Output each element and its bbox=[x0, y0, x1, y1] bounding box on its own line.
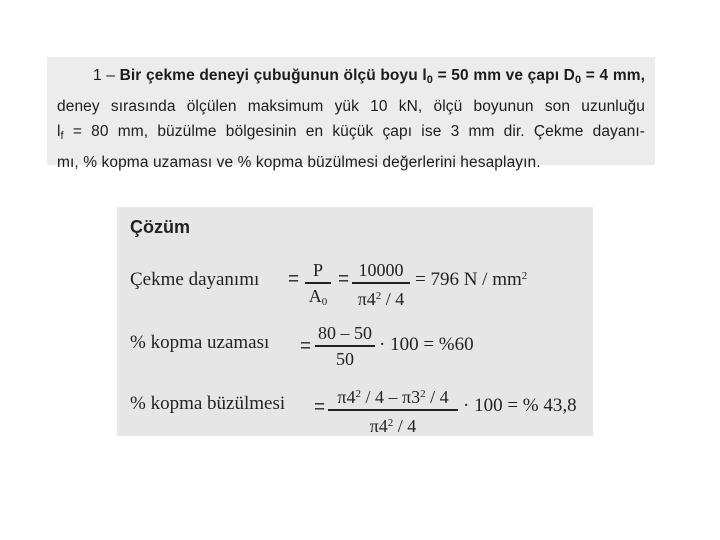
fraction-10000-over-area bbox=[352, 259, 410, 310]
problem-statement bbox=[47, 57, 655, 171]
tensile-strength-result: = 796 N / $mm^2$ bbox=[415, 269, 528, 290]
fraction-bar bbox=[328, 409, 458, 411]
equals-sign: = bbox=[338, 269, 350, 290]
denominator: $A_0$ bbox=[308, 286, 328, 308]
problem-line-2: deney sırasında ölçülen maksimum yük 10 kN, ölçü boyunun son uzunluğu bbox=[57, 97, 645, 115]
problem-number: 1 – bbox=[93, 67, 120, 84]
equals-sign: = bbox=[300, 336, 312, 357]
reduction-result: · 100 = % 43,8 bbox=[463, 395, 577, 416]
problem-text: l bbox=[57, 123, 61, 140]
solution-panel bbox=[117, 207, 593, 436]
denominator: $\pi 4^2 / 4$ bbox=[357, 289, 405, 309]
elongation-label: % kopma uzaması bbox=[130, 332, 270, 353]
numerator: $\pi 4^2 / 4 - \pi 3^2 / 4$ bbox=[337, 387, 449, 407]
reduction-row bbox=[130, 383, 590, 436]
elongation-result: · 100 = %60 bbox=[379, 334, 474, 355]
fraction-p-over-a0 bbox=[305, 259, 331, 313]
elongation-row bbox=[130, 322, 590, 369]
tensile-strength-label: Çekme dayanımı bbox=[130, 269, 260, 290]
fraction-elongation bbox=[315, 322, 375, 370]
reduction-label: % kopma büzülmesi bbox=[130, 393, 286, 414]
problem-line-1 bbox=[57, 63, 645, 94]
subscript: f bbox=[60, 130, 64, 142]
fraction-bar bbox=[352, 282, 410, 284]
problem-line-4: mı, % kopma uzaması ve % kopma büzülmesi değerlerini hesaplayın. bbox=[57, 153, 541, 171]
fraction-reduction bbox=[328, 383, 458, 437]
fraction-bar bbox=[305, 282, 331, 284]
fraction-bar bbox=[315, 345, 375, 347]
problem-text: = 4 mm, bbox=[581, 67, 645, 84]
problem-text: Bir çekme deneyi çubuğunun ölçü boyu l bbox=[119, 67, 427, 84]
problem-text: = 50 mm ve çapı D bbox=[432, 67, 575, 84]
tensile-strength-row bbox=[130, 259, 590, 309]
problem-line-3 bbox=[57, 119, 645, 150]
problem-text: = 80 mm, büzülme bölgesinin en küçük çapı ise 3 mm dir. Çekme dayanı- bbox=[63, 123, 645, 140]
solution-title: Çözüm bbox=[130, 217, 190, 237]
numerator: 10000 bbox=[358, 260, 404, 280]
subscript: 0 bbox=[574, 74, 582, 86]
numerator: P bbox=[312, 260, 323, 280]
denominator: 50 bbox=[336, 349, 354, 369]
denominator: $\pi 4^2 / 4$ bbox=[369, 416, 417, 436]
numerator: 80 – 50 bbox=[318, 323, 372, 343]
subscript: 0 bbox=[426, 74, 433, 86]
equals-sign: = bbox=[314, 397, 326, 418]
equals-sign: = bbox=[288, 269, 300, 290]
